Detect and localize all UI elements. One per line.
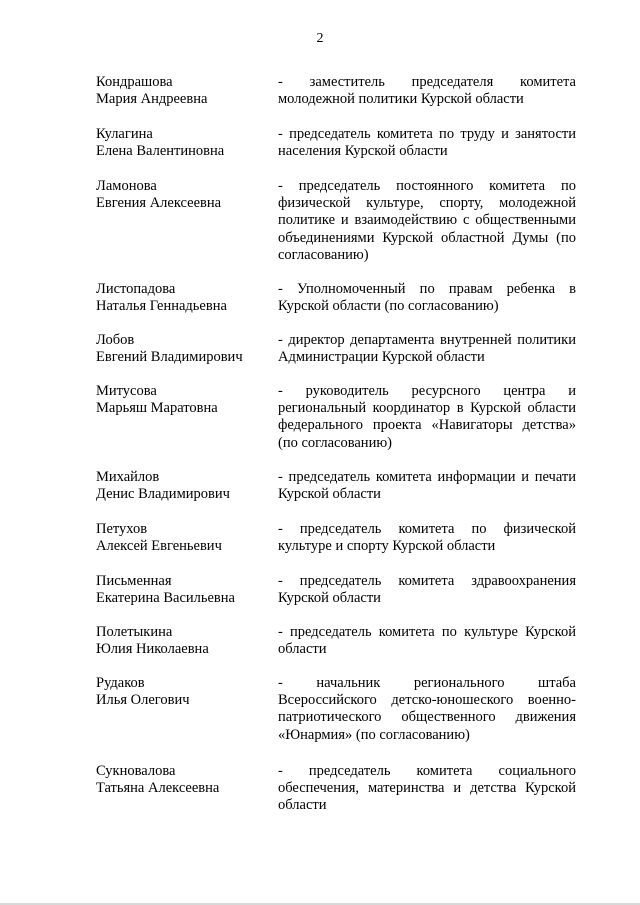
member-name	[96, 573, 271, 607]
member-position: - директор департамента внутренней политики Администрации Курской области	[278, 332, 576, 366]
member-given-name: Татьяна Алексеевна	[96, 780, 220, 796]
member-surname: Сукновалова	[96, 763, 176, 779]
member-position: - председатель комитета социального обеспечения, материнства и детства Курской области	[278, 763, 576, 814]
member-position: - председатель постоянного комитета по физической культуре, спорту, молодежной политике и взаимодействию с общественными объединениями Курской областной Думы (по согласованию)	[278, 178, 576, 263]
member-position: - председатель комитета по культуре Курской области	[278, 624, 576, 658]
member-name	[96, 126, 271, 160]
member-position: - руководитель ресурсного центра и региональный координатор в Курской области федерального проекта «Навигаторы детства» (по согласованию)	[278, 383, 576, 451]
member-surname: Михайлов	[96, 469, 160, 485]
member-surname: Кондрашова	[96, 74, 173, 90]
member-name	[96, 178, 271, 212]
member-given-name: Денис Владимирович	[96, 486, 230, 502]
member-position: - Уполномоченный по правам ребенка в Курской области (по согласованию)	[278, 281, 576, 315]
member-name	[96, 74, 271, 108]
member-surname: Кулагина	[96, 126, 153, 142]
member-name	[96, 763, 271, 797]
member-surname: Петухов	[96, 521, 148, 537]
member-position: - начальник регионального штаба Всероссийского детско-юношеского военно-патриотического общественного движения «Юнармия» (по согласованию)	[278, 675, 576, 743]
member-name	[96, 624, 271, 658]
member-surname: Лобов	[96, 332, 135, 348]
member-name	[96, 521, 271, 555]
member-given-name: Мария Андреевна	[96, 91, 208, 107]
member-surname: Письменная	[96, 573, 172, 589]
member-given-name: Екатерина Васильевна	[96, 590, 235, 606]
member-surname: Ламонова	[96, 178, 157, 194]
page-number: 2	[316, 31, 324, 46]
member-name	[96, 281, 271, 315]
member-surname: Рудаков	[96, 675, 145, 691]
member-surname: Листопадова	[96, 281, 176, 297]
member-position: - председатель комитета по труду и занятости населения Курской области	[278, 126, 576, 160]
member-position: - заместитель председателя комитета молодежной политики Курской области	[278, 74, 576, 108]
member-name	[96, 383, 271, 417]
member-given-name: Елена Валентиновна	[96, 143, 225, 159]
member-given-name: Евгения Алексеевна	[96, 195, 222, 211]
member-given-name: Юлия Николаевна	[96, 641, 209, 657]
member-given-name: Евгений Владимирович	[96, 349, 243, 365]
member-name	[96, 469, 271, 503]
member-given-name: Наталья Геннадьевна	[96, 298, 227, 314]
member-given-name: Алексей Евгеньевич	[96, 538, 222, 554]
member-position: - председатель комитета информации и печати Курской области	[278, 469, 576, 503]
member-given-name: Илья Олегович	[96, 692, 190, 708]
member-name	[96, 332, 271, 366]
member-given-name: Марьяш Маратовна	[96, 400, 218, 416]
member-surname: Полетыкина	[96, 624, 173, 640]
member-position: - председатель комитета здравоохранения Курской области	[278, 573, 576, 607]
member-name	[96, 675, 271, 709]
member-surname: Митусова	[96, 383, 157, 399]
member-position: - председатель комитета по физической культуре и спорту Курской области	[278, 521, 576, 555]
